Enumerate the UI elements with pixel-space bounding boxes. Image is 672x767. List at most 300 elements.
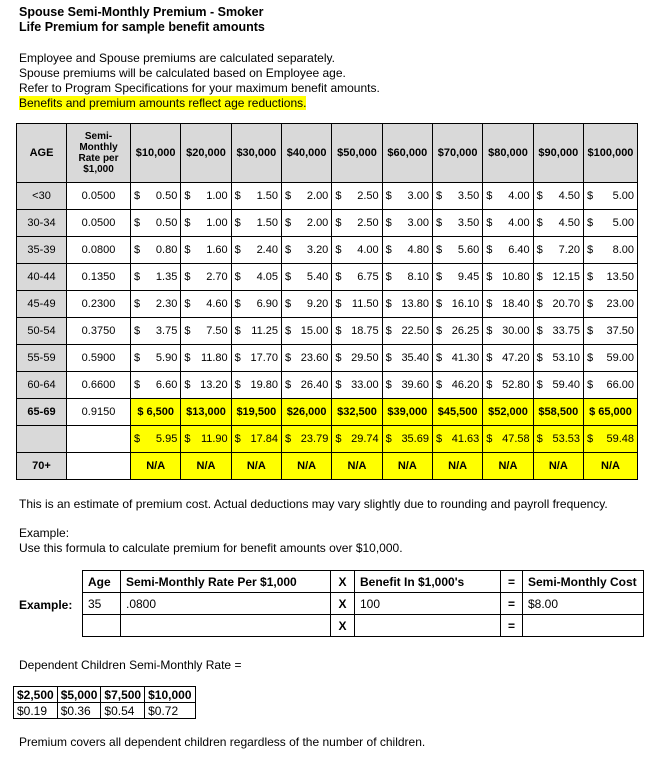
currency-symbol: $	[486, 352, 493, 364]
currency-symbol: $	[335, 298, 342, 310]
currency-symbol: $	[536, 217, 543, 229]
premium-cell	[533, 183, 583, 210]
premium-value: 17.84	[250, 433, 278, 445]
premium-value: 53.10	[552, 352, 580, 364]
example-heading: Example:	[19, 526, 70, 540]
premium-cell	[483, 264, 533, 291]
reduced-benefit-amount: $ 65,000	[584, 399, 638, 426]
currency-symbol: $	[486, 379, 493, 391]
currency-symbol: $	[335, 217, 342, 229]
premium-value: 4.80	[407, 244, 429, 256]
premium-value: 13.20	[200, 379, 228, 391]
age-band: <30	[17, 183, 67, 210]
formula-cost-value: $8.00	[523, 593, 644, 615]
premium-cell	[231, 237, 281, 264]
currency-symbol: $	[536, 271, 543, 283]
premium-value: 2.70	[206, 271, 228, 283]
premium-value: 2.30	[155, 298, 178, 310]
premium-cell	[432, 318, 482, 345]
premium-value: 6.90	[256, 298, 278, 310]
premium-cell	[231, 183, 281, 210]
premium-value: 59.48	[606, 433, 634, 445]
currency-symbol: $	[385, 379, 392, 391]
age-band: 45-49	[17, 291, 67, 318]
currency-symbol: $	[536, 244, 543, 256]
premium-value: 18.40	[502, 298, 530, 310]
reduced-benefit-amount: $39,000	[382, 399, 432, 426]
currency-symbol: $	[134, 244, 141, 256]
not-applicable: N/A	[584, 453, 638, 480]
formula-cost-header: Semi-Monthly Cost	[523, 571, 644, 593]
rate-value: 0.0800	[67, 237, 131, 264]
premium-row	[17, 291, 638, 318]
dependent-amount: $10,000	[145, 687, 195, 703]
premium-value: 7.50	[206, 325, 228, 337]
currency-symbol: $	[134, 433, 141, 445]
premium-cell	[281, 426, 331, 453]
premium-cell	[332, 345, 382, 372]
currency-symbol: $	[587, 271, 594, 283]
formula-table	[82, 570, 644, 637]
reduced-premium-row	[17, 426, 638, 453]
intro-text	[19, 51, 380, 111]
premium-cell	[483, 318, 533, 345]
premium-cell	[231, 210, 281, 237]
premium-cell	[483, 291, 533, 318]
premium-row	[17, 210, 638, 237]
premium-row	[17, 318, 638, 345]
premium-cell	[281, 318, 331, 345]
premium-value: 8.00	[612, 244, 634, 256]
currency-symbol: $	[435, 433, 443, 445]
not-applicable: N/A	[382, 453, 432, 480]
premium-cell	[432, 345, 482, 372]
premium-cell	[131, 183, 181, 210]
currency-symbol: $	[385, 271, 392, 283]
premium-value: 5.60	[457, 244, 480, 256]
premium-value: 12.15	[552, 271, 580, 283]
premium-cell	[181, 345, 231, 372]
premium-value: 23.79	[300, 433, 329, 445]
not-applicable: N/A	[231, 453, 281, 480]
premium-cell	[483, 426, 533, 453]
premium-value: 4.50	[558, 217, 580, 229]
currency-symbol: $	[435, 325, 443, 337]
dependent-rate-label: Dependent Children Semi-Monthly Rate =	[19, 658, 242, 672]
premium-cell	[281, 210, 331, 237]
currency-symbol: $	[335, 244, 342, 256]
currency-symbol: $	[184, 433, 191, 445]
currency-symbol: $	[587, 325, 594, 337]
currency-symbol: $	[587, 244, 594, 256]
currency-symbol: $	[234, 298, 241, 310]
currency-symbol: $	[536, 190, 543, 202]
premium-value: 4.05	[256, 271, 278, 283]
premium-value: 23.60	[300, 352, 329, 364]
currency-symbol: $	[234, 244, 241, 256]
premium-cell	[281, 237, 331, 264]
title-line-1: Spouse Semi-Monthly Premium - Smoker	[19, 5, 264, 19]
currency-symbol: $	[385, 244, 392, 256]
premium-value: 59.00	[606, 352, 634, 364]
reduced-benefit-amount: $45,500	[432, 399, 482, 426]
currency-symbol: $	[284, 352, 292, 364]
premium-value: 9.45	[457, 271, 480, 283]
rate-blank	[67, 426, 131, 453]
page-title	[19, 5, 265, 35]
premium-value: 33.00	[351, 379, 379, 391]
premium-table	[16, 123, 638, 480]
rate-value: 0.6600	[67, 372, 131, 399]
currency-symbol: $	[134, 217, 141, 229]
premium-value: 5.90	[155, 352, 178, 364]
reduced-benefit-amount: $19,500	[231, 399, 281, 426]
premium-cell	[533, 372, 583, 399]
rate-value: 0.2300	[67, 291, 131, 318]
premium-cell	[432, 372, 482, 399]
premium-cell	[533, 237, 583, 264]
premium-cell	[231, 426, 281, 453]
premium-cell	[382, 210, 432, 237]
currency-symbol: $	[536, 379, 543, 391]
intro-line-3: Refer to Program Specifications for your maximum benefit amounts.	[19, 81, 380, 95]
premium-value: 4.60	[206, 298, 228, 310]
age-band: 50-54	[17, 318, 67, 345]
premium-cell	[483, 183, 533, 210]
premium-cell	[332, 210, 382, 237]
premium-value: 47.20	[502, 352, 530, 364]
dependent-amount: $7,500	[101, 687, 145, 703]
age-band: 40-44	[17, 264, 67, 291]
over-70-row	[17, 453, 638, 480]
premium-value: 6.40	[508, 244, 530, 256]
premium-cell	[584, 291, 638, 318]
currency-symbol: $	[385, 217, 392, 229]
premium-cell	[281, 345, 331, 372]
currency-symbol: $	[134, 352, 141, 364]
amount-header: $10,000	[131, 124, 181, 183]
currency-symbol: $	[335, 271, 342, 283]
premium-value: 3.20	[306, 244, 329, 256]
premium-value: 3.50	[457, 190, 480, 202]
premium-value: 13.50	[606, 271, 634, 283]
premium-value: 10.80	[502, 271, 530, 283]
premium-cell	[382, 345, 432, 372]
currency-symbol: $	[335, 379, 342, 391]
currency-symbol: $	[587, 217, 594, 229]
premium-cell	[382, 237, 432, 264]
age-header: AGE	[17, 124, 67, 183]
premium-cell	[432, 264, 482, 291]
premium-value: 18.75	[351, 325, 379, 337]
premium-value: 11.25	[251, 325, 278, 337]
currency-symbol: $	[184, 379, 191, 391]
premium-value: 16.10	[451, 298, 480, 310]
rate-header: Semi- Monthly Rate per $1,000	[67, 124, 131, 183]
rate-value: 0.0500	[67, 183, 131, 210]
premium-value: 37.50	[606, 325, 634, 337]
premium-cell	[131, 318, 181, 345]
dependent-rate-table	[13, 686, 196, 719]
currency-symbol: $	[587, 433, 594, 445]
currency-symbol: $	[587, 298, 594, 310]
premium-value: 22.50	[401, 325, 429, 337]
premium-value: 13.80	[401, 298, 429, 310]
premium-cell	[181, 264, 231, 291]
premium-cell	[332, 264, 382, 291]
premium-value: 2.00	[306, 217, 329, 229]
not-applicable: N/A	[281, 453, 331, 480]
premium-cell	[432, 183, 482, 210]
multiply-symbol: X	[331, 593, 355, 615]
currency-symbol: $	[184, 271, 191, 283]
premium-value: 26.25	[451, 325, 480, 337]
premium-cell	[483, 345, 533, 372]
currency-symbol: $	[536, 433, 543, 445]
amount-header: $50,000	[332, 124, 382, 183]
dependent-amount: $2,500	[14, 687, 58, 703]
premium-cell	[332, 291, 382, 318]
dependent-rate: $0.72	[145, 703, 195, 719]
formula-age-header: Age	[83, 571, 121, 593]
premium-cell	[483, 210, 533, 237]
example-description: Use this formula to calculate premium for benefit amounts over $10,000.	[19, 541, 403, 555]
premium-cell	[231, 345, 281, 372]
currency-symbol: $	[435, 352, 443, 364]
rate-value: 0.9150	[67, 399, 131, 426]
premium-cell	[332, 426, 382, 453]
formula-age-blank	[83, 615, 121, 637]
premium-cell	[181, 210, 231, 237]
premium-value: 5.00	[612, 217, 634, 229]
rate-value: 0.3750	[67, 318, 131, 345]
formula-age-value: 35	[83, 593, 121, 615]
rate-blank	[67, 453, 131, 480]
premium-value: 59.40	[552, 379, 580, 391]
currency-symbol: $	[536, 298, 543, 310]
premium-value: 15.00	[300, 325, 329, 337]
age-band-blank	[17, 426, 67, 453]
age-band: 30-34	[17, 210, 67, 237]
premium-value: 11.80	[200, 352, 228, 364]
formula-header-row	[83, 571, 644, 593]
premium-value: 2.50	[357, 217, 379, 229]
premium-value: 1.00	[206, 190, 228, 202]
equals-symbol: =	[501, 615, 523, 637]
currency-symbol: $	[234, 325, 241, 337]
premium-value: 11.90	[200, 433, 228, 445]
premium-value: 5.40	[306, 271, 329, 283]
currency-symbol: $	[284, 190, 292, 202]
currency-symbol: $	[184, 217, 191, 229]
formula-blank-row	[83, 615, 644, 637]
formula-rate-value: .0800	[121, 593, 331, 615]
premium-cell	[584, 426, 638, 453]
premium-value: 7.20	[558, 244, 580, 256]
not-applicable: N/A	[483, 453, 533, 480]
premium-value: 46.20	[451, 379, 480, 391]
premium-cell	[181, 372, 231, 399]
equals-symbol: =	[501, 593, 523, 615]
currency-symbol: $	[486, 298, 493, 310]
currency-symbol: $	[486, 433, 493, 445]
premium-cell	[382, 264, 432, 291]
intro-highlight: Benefits and premium amounts reflect age reductions.	[19, 96, 307, 110]
premium-value: 41.63	[451, 433, 480, 445]
premium-cell	[533, 426, 583, 453]
premium-cell	[332, 183, 382, 210]
currency-symbol: $	[435, 217, 443, 229]
currency-symbol: $	[134, 298, 141, 310]
amount-header: $90,000	[533, 124, 583, 183]
premium-cell	[584, 183, 638, 210]
currency-symbol: $	[184, 244, 191, 256]
premium-value: 2.40	[256, 244, 278, 256]
multiply-symbol: X	[331, 615, 355, 637]
premium-value: 1.50	[256, 217, 278, 229]
not-applicable: N/A	[131, 453, 181, 480]
currency-symbol: $	[536, 352, 543, 364]
dependent-amount: $5,000	[57, 687, 101, 703]
premium-value: 35.69	[401, 433, 429, 445]
amount-header: $70,000	[432, 124, 482, 183]
reduced-benefit-amount: $ 6,500	[131, 399, 181, 426]
currency-symbol: $	[184, 190, 191, 202]
amount-header: $80,000	[483, 124, 533, 183]
premium-value: 2.00	[306, 190, 329, 202]
reduced-benefit-amount: $58,500	[533, 399, 583, 426]
currency-symbol: $	[486, 190, 493, 202]
currency-symbol: $	[486, 325, 493, 337]
currency-symbol: $	[435, 244, 443, 256]
currency-symbol: $	[335, 352, 342, 364]
premium-cell	[281, 372, 331, 399]
currency-symbol: $	[234, 433, 241, 445]
currency-symbol: $	[486, 271, 493, 283]
premium-cell	[131, 210, 181, 237]
premium-cell	[382, 318, 432, 345]
premium-value: 26.40	[300, 379, 329, 391]
premium-value: 29.74	[351, 433, 379, 445]
premium-cell	[131, 264, 181, 291]
currency-symbol: $	[284, 325, 292, 337]
premium-cell	[181, 237, 231, 264]
premium-value: 30.00	[502, 325, 530, 337]
premium-cell	[432, 210, 482, 237]
premium-value: 4.00	[508, 190, 530, 202]
premium-value: 0.80	[155, 244, 178, 256]
premium-value: 23.00	[606, 298, 634, 310]
premium-value: 4.00	[357, 244, 379, 256]
premium-value: 1.50	[256, 190, 278, 202]
premium-value: 3.50	[457, 217, 480, 229]
premium-value: 8.10	[407, 271, 429, 283]
currency-symbol: $	[486, 217, 493, 229]
currency-symbol: $	[435, 190, 443, 202]
premium-cell	[231, 372, 281, 399]
currency-symbol: $	[435, 379, 443, 391]
currency-symbol: $	[435, 271, 443, 283]
rate-value: 0.0500	[67, 210, 131, 237]
premium-value: 33.75	[552, 325, 580, 337]
dependent-rate: $0.19	[14, 703, 58, 719]
premium-row	[17, 372, 638, 399]
premium-value: 11.50	[351, 298, 379, 310]
currency-symbol: $	[335, 190, 342, 202]
premium-cell	[131, 237, 181, 264]
premium-cell	[332, 237, 382, 264]
currency-symbol: $	[536, 325, 543, 337]
premium-value: 6.75	[357, 271, 379, 283]
title-line-2: Life Premium for sample benefit amounts	[19, 20, 265, 34]
dependent-amount-row	[14, 687, 196, 703]
premium-value: 5.00	[612, 190, 634, 202]
age-band: 35-39	[17, 237, 67, 264]
premium-value: 17.70	[250, 352, 278, 364]
premium-cell	[231, 264, 281, 291]
premium-cell	[432, 237, 482, 264]
age-band: 65-69	[17, 399, 67, 426]
premium-cell	[533, 345, 583, 372]
premium-cell	[483, 237, 533, 264]
amount-header: $60,000	[382, 124, 432, 183]
premium-cell	[231, 291, 281, 318]
premium-cell	[432, 291, 482, 318]
currency-symbol: $	[335, 325, 342, 337]
currency-symbol: $	[284, 217, 292, 229]
currency-symbol: $	[385, 190, 392, 202]
currency-symbol: $	[234, 190, 241, 202]
example-intro	[19, 526, 403, 556]
rate-value: 0.5900	[67, 345, 131, 372]
premium-value: 66.00	[606, 379, 634, 391]
premium-cell	[382, 426, 432, 453]
premium-cell	[181, 426, 231, 453]
amount-header: $100,000	[584, 124, 638, 183]
amount-header: $40,000	[281, 124, 331, 183]
currency-symbol: $	[184, 325, 191, 337]
currency-symbol: $	[284, 271, 292, 283]
currency-symbol: $	[385, 298, 392, 310]
dependent-rate: $0.54	[101, 703, 145, 719]
not-applicable: N/A	[533, 453, 583, 480]
premium-value: 0.50	[155, 217, 178, 229]
premium-cell	[382, 372, 432, 399]
premium-table-header	[17, 124, 638, 183]
age-band: 55-59	[17, 345, 67, 372]
premium-value: 52.80	[502, 379, 530, 391]
premium-cell	[584, 264, 638, 291]
currency-symbol: $	[385, 352, 392, 364]
premium-value: 2.50	[357, 190, 379, 202]
dependent-rate: $0.36	[57, 703, 101, 719]
currency-symbol: $	[385, 433, 392, 445]
intro-line-1: Employee and Spouse premiums are calculated separately.	[19, 51, 335, 65]
premium-cell	[131, 372, 181, 399]
formula-benefit-value: 100	[355, 593, 501, 615]
premium-value: 35.40	[401, 352, 429, 364]
dependent-rate-row	[14, 703, 196, 719]
premium-value: 53.53	[552, 433, 580, 445]
reduced-benefit-amount: $26,000	[281, 399, 331, 426]
not-applicable: N/A	[332, 453, 382, 480]
premium-value: 1.35	[155, 271, 178, 283]
premium-value: 39.60	[401, 379, 429, 391]
currency-symbol: $	[587, 379, 594, 391]
premium-cell	[432, 426, 482, 453]
premium-cell	[332, 318, 382, 345]
formula-example-row	[83, 593, 644, 615]
